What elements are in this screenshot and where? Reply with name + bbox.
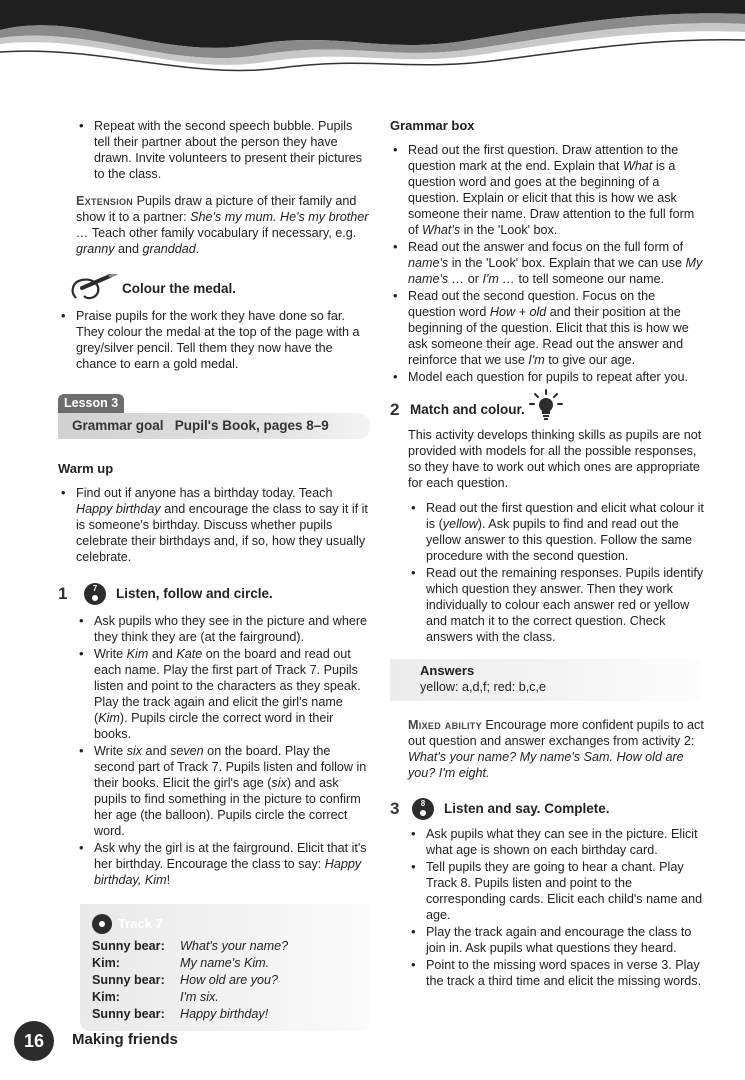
answers-title: Answers <box>420 663 475 678</box>
cd-track-icon: 8 <box>412 798 434 820</box>
medal-heading <box>66 274 370 304</box>
answers-box <box>390 659 700 701</box>
dialogue-line: Sunny bear: What's your name? <box>92 939 289 953</box>
activity-1-bullet: • Ask pupils who they see in the picture and where they think they are (at the fairground). <box>76 613 370 645</box>
activity-1-bullet: • Write Kim and Kate on the board and read out each name. Play the first part of Track 7. Pupils listen and point to the characters as they speak. Play the track again and elicit the girl's name (Kim). Pupils circle the correct word in their books. <box>76 646 370 742</box>
track-box-header <box>92 914 358 934</box>
medal-bullet: • Praise pupils for the work they have done so far. They colour the medal at the top of the page with a grey/silver pencil. Tell them they now have the chance to earn a gold medal. <box>58 308 370 372</box>
activity-2-bullet: • Read out the first question and elicit what colour it is (yellow). Ask pupils to find and read out the yellow answer to this question. Follow the same procedure with the second question. <box>408 500 706 564</box>
right-column <box>390 118 706 990</box>
header-wave-banner <box>0 0 745 80</box>
extension-label: Extension <box>76 194 134 208</box>
activity-3-bullet: • Play the track again and encourage the class to join in. Ask pupils what questions they heard. <box>408 924 706 956</box>
activity-1-number: 1 <box>58 584 68 603</box>
page-number: 16 <box>14 1021 54 1061</box>
pencil-swirl-icon <box>66 274 118 304</box>
activity-3-bullet: • Ask pupils what they can see in the picture. Elicit what age is shown on each birthday card. <box>408 826 706 858</box>
grammar-bullet: • Read out the first question. Draw attention to the question mark at the end. Explain that What is a question word and goes at the beginning of a question. Explain or elicit that this is how we ask someone their name. Draw attention to the full form of What's in the 'Look' box. <box>390 142 706 238</box>
activity-2-bullet: • Read out the remaining responses. Pupils identify which question they answer. Then they work individually to colour each answer red or yellow and match it to the correct question. Check answers with the class. <box>408 565 706 645</box>
activity-1-bullet: • Ask why the girl is at the fairground. Elicit that it's her birthday. Encourage the class to say: Happy birthday, Kim! <box>76 840 370 888</box>
answers-text: yellow: a,d,f; red: b,c,e <box>420 680 546 694</box>
mixed-ability-paragraph: Mixed ability Encourage more confident pupils to act out question and answer exchanges from activity 2: What's your name? My name's Sam. How old are you? I'm eight. <box>408 718 704 780</box>
activity-3-bullet: • Point to the missing word spaces in verse 3. Play the track a third time and elicit the missing words. <box>408 957 706 989</box>
cd-track-icon: 7 <box>84 583 106 605</box>
grammar-bullet: • Read out the second question. Focus on the question word How + old and their position at the beginning of the question. Elicit that this is how we ask someone their age. Read out the answer and reinforce that we use I'm to give our age. <box>390 288 706 368</box>
warm-up-bullet: • Find out if anyone has a birthday today. Teach Happy birthday and encourage the class to say it if it is someone's birthday. Discuss whether pupils celebrate their birthdays and, if so, how they usually celebrate. <box>58 485 370 565</box>
activity-3-heading <box>390 798 706 820</box>
left-column <box>58 118 370 1031</box>
track-7-box <box>80 904 370 1031</box>
activity-2-heading <box>390 397 706 423</box>
lesson-bar: Grammar goal Pupil's Book, pages 8–9 <box>58 413 370 439</box>
activity-1-title: Listen, follow and circle. <box>116 586 273 601</box>
grammar-box-title: Grammar box <box>390 118 475 133</box>
cd-icon <box>92 914 112 934</box>
mixed-ability-label: Mixed ability <box>408 718 482 732</box>
dialogue-line: Kim: I'm six. <box>92 990 219 1004</box>
unit-title: Making friends <box>72 1031 178 1048</box>
activity-2-intro: This activity develops thinking skills as pupils are not provided with models for all the possible responses, so they have to work out which ones are appropriate for each question. <box>408 428 702 490</box>
activity-2-title: Match and colour. <box>410 402 525 417</box>
activity-1-heading <box>58 583 370 605</box>
dialogue-line: Kim: My name's Kim. <box>92 956 270 970</box>
activity-3-bullet: • Tell pupils they are going to hear a chant. Play Track 8. Pupils listen and point to the corresponding cards. Elicit each child's name and age. <box>408 859 706 923</box>
lesson-label: Lesson 3 <box>58 394 124 413</box>
activity-2-number: 2 <box>390 400 400 419</box>
dialogue-line: Sunny bear: How old are you? <box>92 973 279 987</box>
medal-title: Colour the medal. <box>122 281 237 296</box>
grammar-bullet: • Read out the answer and focus on the full form of name's in the 'Look' box. Explain that we can use My name's … or I'm … to tell someone our name. <box>390 239 706 287</box>
lightbulb-icon <box>529 389 563 423</box>
lesson-header <box>58 394 370 439</box>
dialogue-line: Sunny bear: Happy birthday! <box>92 1007 269 1021</box>
grammar-bullet: • Model each question for pupils to repeat after you. <box>390 369 706 385</box>
activity-3-title: Listen and say. Complete. <box>444 801 610 816</box>
extension-paragraph: Extension Pupils draw a picture of their family and show it to a partner: She's my mum. He's my brother … Teach other family vocabulary if necessary, e.g. granny and granddad. <box>76 194 369 256</box>
activity-1-bullet: • Write six and seven on the board. Play the second part of Track 7. Pupils listen and follow in their books. Elicit the girl's age (six) and ask pupils to find something in the picture to confirm her age (the balloon). Pupils circle the correct word. <box>76 743 370 839</box>
activity-3-number: 3 <box>390 799 400 818</box>
repeat-bullet: • Repeat with the second speech bubble. Pupils tell their partner about the person they have drawn. Invite volunteers to present their pictures to the class. <box>76 118 370 182</box>
track-box-title: Track 7 <box>118 916 163 931</box>
warm-up-title: Warm up <box>58 461 114 476</box>
